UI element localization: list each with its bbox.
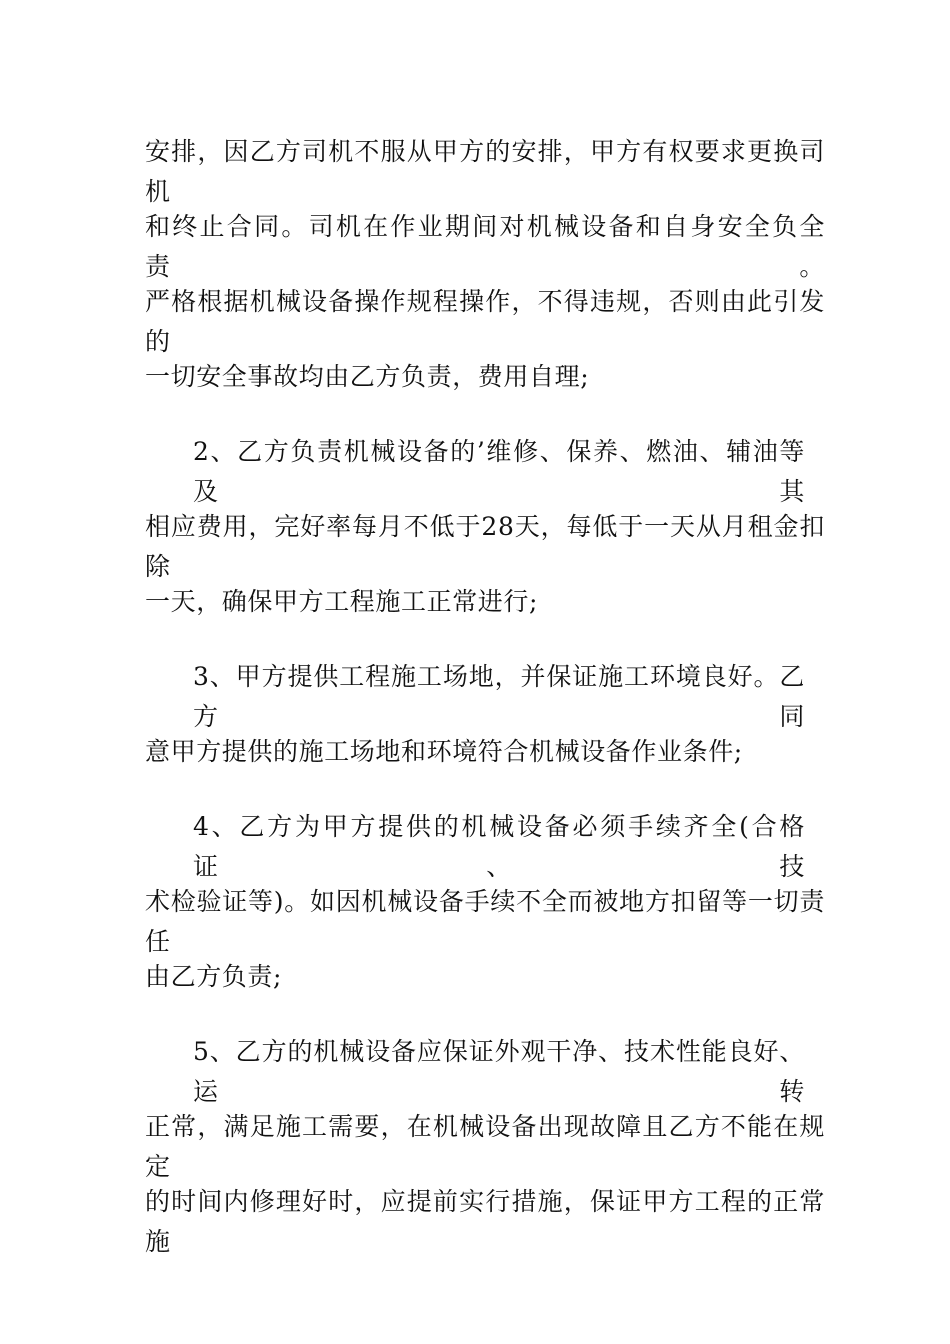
paragraph-2-line-2: 相应费用，完好率每月不低于28天，每低于一天从月租金扣除	[145, 512, 825, 581]
paragraph-5-line-2: 正常，满足施工需要，在机械设备出现故障且乙方不能在规定	[145, 1112, 825, 1181]
paragraph-1-line-3: 严格根据机械设备操作规程操作，不得违规，否则由此引发的	[145, 287, 825, 356]
paragraph-3-line-2: 意甲方提供的施工场地和环境符合机械设备作业条件;	[145, 737, 743, 766]
paragraph-2-line-1: 2、乙方负责机械设备的’维修、保养、燃油、辅油等及其	[193, 437, 805, 506]
paragraph-5-line-3: 的时间内修理好时，应提前实行措施，保证甲方工程的正常施	[145, 1187, 825, 1256]
paragraph-2-line-3: 一天，确保甲方工程施工正常进行;	[145, 587, 539, 616]
paragraph-1-line-2: 和终止合同。司机在作业期间对机械设备和自身安全负全责。	[145, 212, 825, 281]
paragraph-4-line-1: 4、乙方为甲方提供的机械设备必须手续齐全(合格证、技	[193, 812, 805, 881]
paragraph-5-line-1: 5、乙方的机械设备应保证外观干净、技术性能良好、运转	[193, 1037, 805, 1106]
paragraph-4-line-2: 术检验证等)。如因机械设备手续不全而被地方扣留等一切责任	[145, 887, 825, 956]
paragraph-1-line-4: 一切安全事故均由乙方负责，费用自理;	[145, 362, 590, 391]
paragraph-1-line-1: 安排，因乙方司机不服从甲方的安排，甲方有权要求更换司机	[145, 137, 825, 206]
paragraph-4-line-3: 由乙方负责;	[145, 962, 283, 991]
paragraph-3-line-1: 3、甲方提供工程施工场地，并保证施工环境良好。乙方同	[193, 662, 805, 731]
